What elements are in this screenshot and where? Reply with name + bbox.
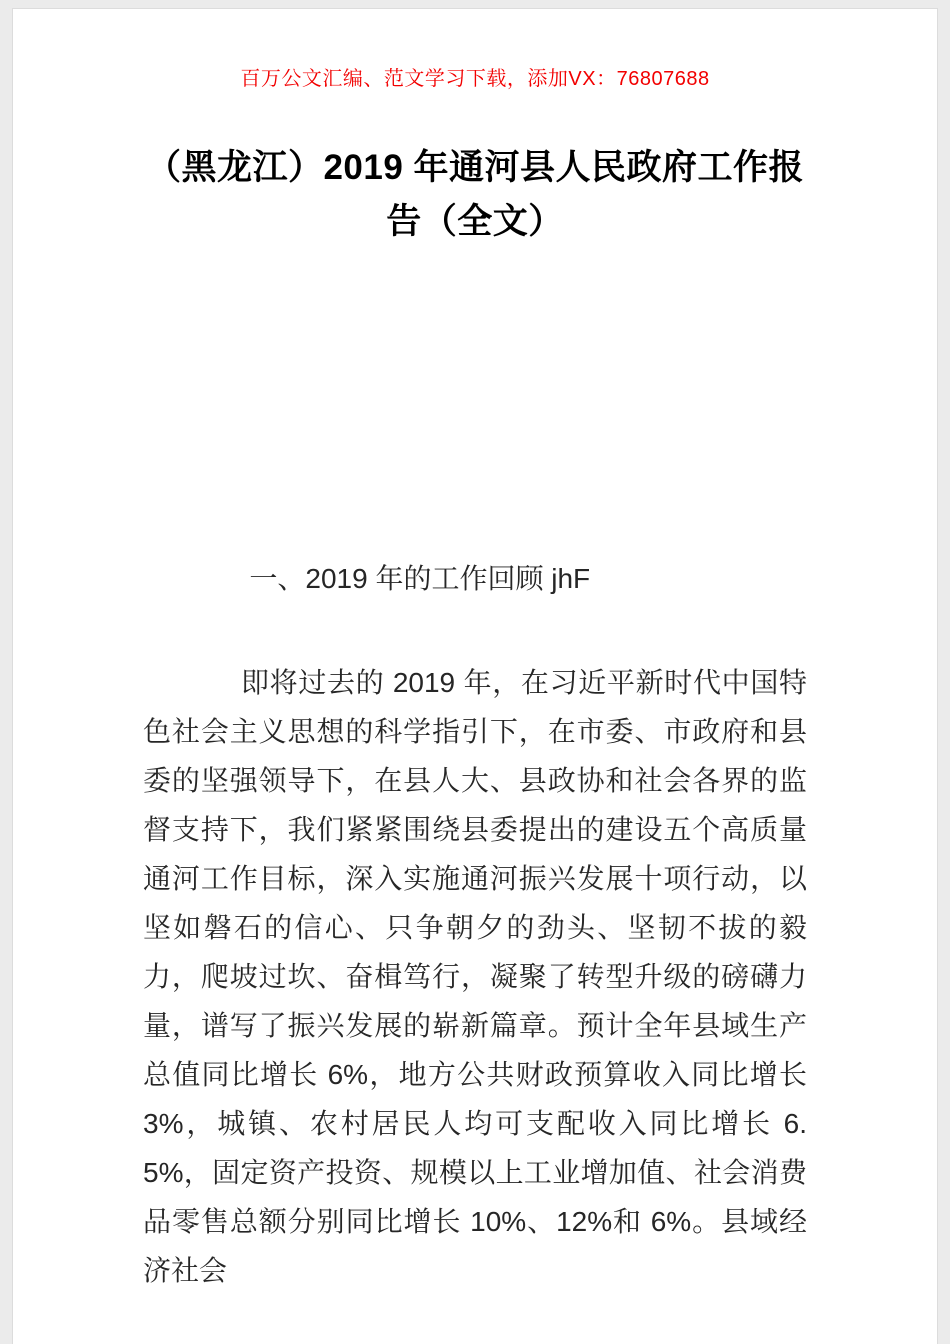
body-paragraph: 即将过去的 2019 年，在习近平新时代中国特色社会主义思想的科学指引下，在市委、市政府和县委的坚强领导下，在县人大、县政协和社会各界的监督支持下，我们紧紧围绕县委提出的建设五个高质量通河工作目标，深入实施通河振兴发展十项行动，以坚如磐石的信心、只争朝夕的劲头、坚韧不拔的毅力，爬坡过坎、奋楫笃行，凝聚了转型升级的磅礴力量，谱写了振兴发展的崭新篇章。预计全年县域生产总值同比增长 6%，地方公共财政预算收入同比增长 3%，城镇、农村居民人均可支配收入同比增长 6.5%，固定资产投资、规模以上工业增加值、社会消费品零售总额分别同比增长 10%、12%和 6%。县域经济社会 xyxy=(143,666,807,1286)
document-page xyxy=(12,8,938,1344)
section-heading: 一、2019 年的工作回顾 jhF xyxy=(249,562,591,594)
promo-notice: 百万公文汇编、范文学习下载，添加VX：76807688 xyxy=(240,68,710,90)
document-title: （黑龙江）2019 年通河县人民政府工作报告（全文） xyxy=(145,148,805,242)
